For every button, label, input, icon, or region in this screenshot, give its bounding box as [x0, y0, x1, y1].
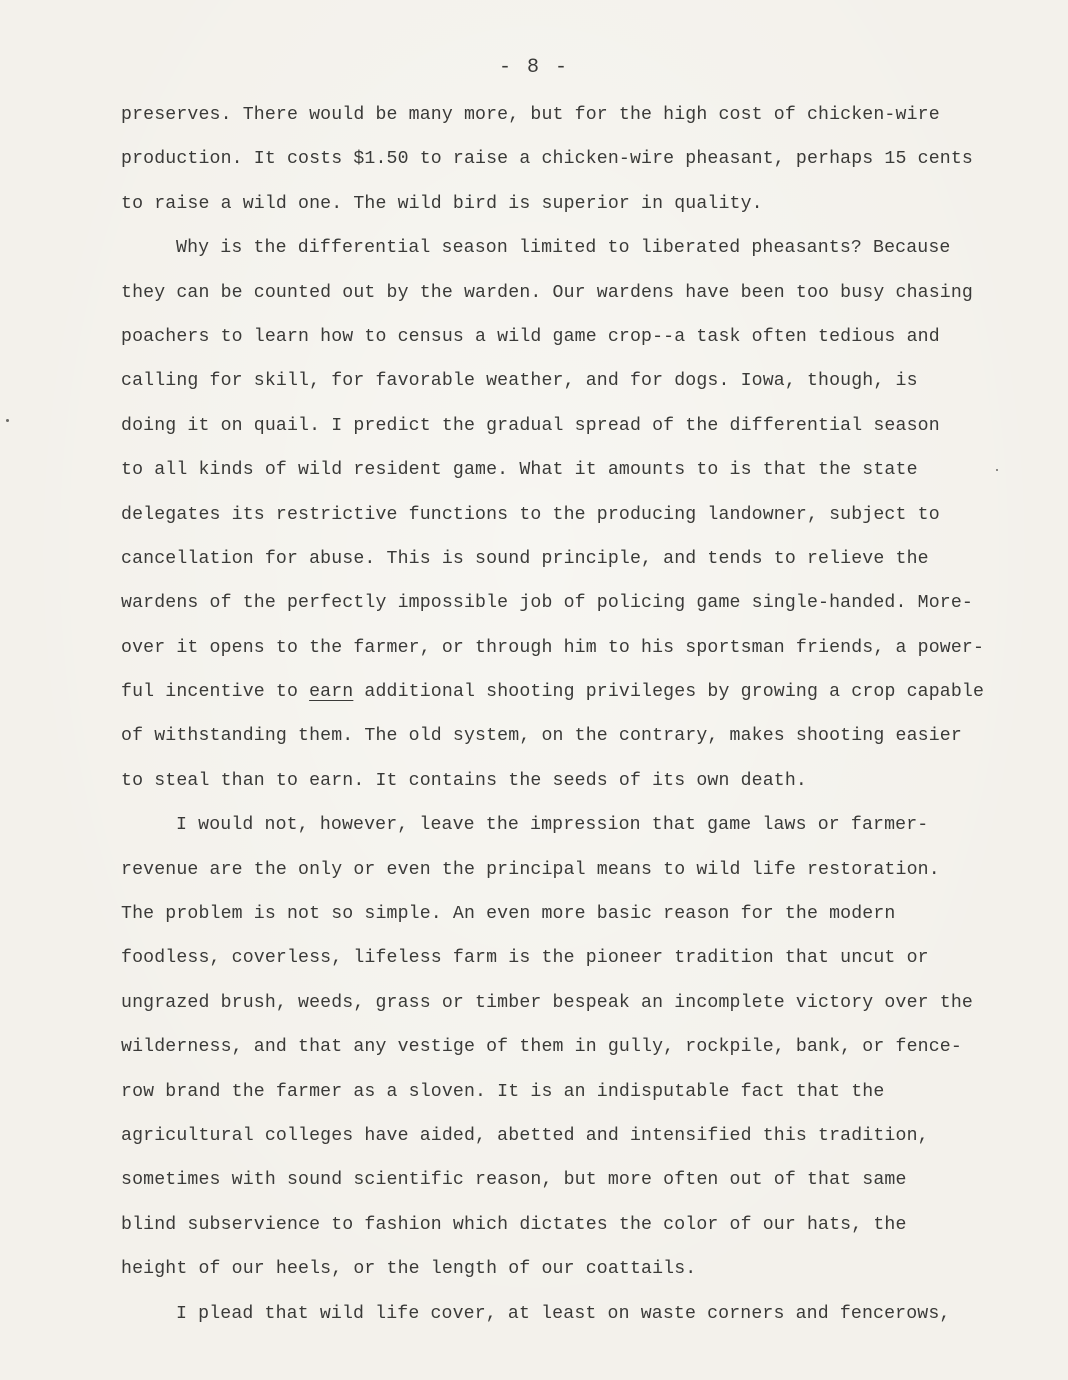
- text-line: Why is the differential season limited to liberated pheasants? Because: [176, 238, 951, 259]
- text-line: to all kinds of wild resident game. What it amounts to is that the state: [121, 460, 918, 481]
- text-line: over it opens to the farmer, or through him to his sportsman friends, a power-: [121, 637, 985, 658]
- underlined-word: earn: [309, 682, 354, 703]
- text-line: ungrazed brush, weeds, grass or timber bespeak an incomplete victory over the: [121, 992, 973, 1013]
- text-line: wardens of the perfectly impossible job of policing game single-handed. More-: [121, 593, 973, 614]
- text-run: additional shooting privileges by growing a crop capable: [353, 682, 985, 703]
- text-line: I plead that wild life cover, at least on waste corners and fencerows,: [176, 1303, 951, 1324]
- paper-speck: [996, 469, 998, 471]
- text-line: The problem is not so simple. An even more basic reason for the modern: [121, 904, 896, 925]
- text-line: doing it on quail. I predict the gradual spread of the differential season: [121, 415, 940, 436]
- text-line: [121, 677, 1001, 721]
- body-text: [121, 100, 1001, 1343]
- paper-speck: [6, 419, 9, 422]
- text-line: poachers to learn how to census a wild game crop--a task often tedious and: [121, 326, 940, 347]
- text-line: to raise a wild one. The wild bird is superior in quality.: [121, 193, 763, 214]
- text-line: revenue are the only or even the principal means to wild life restoration.: [121, 859, 940, 880]
- text-line: preserves. There would be many more, but for the high cost of chicken-wire: [121, 105, 940, 125]
- text-line: blind subservience to fashion which dictates the color of our hats, the: [121, 1214, 907, 1235]
- text-run: ful incentive to: [121, 682, 310, 703]
- text-line: sometimes with sound scientific reason, but more often out of that same: [121, 1170, 907, 1191]
- text-line: of withstanding them. The old system, on the contrary, makes shooting easier: [121, 726, 962, 747]
- text-line: height of our heels, or the length of our coattails.: [121, 1259, 697, 1280]
- text-line: production. It costs $1.50 to raise a chicken-wire pheasant, perhaps 15 cents: [121, 149, 973, 170]
- text-line: wilderness, and that any vestige of them in gully, rockpile, bank, or fence-: [121, 1037, 962, 1058]
- text-line: agricultural colleges have aided, abetted and intensified this tradition,: [121, 1125, 929, 1146]
- text-line: to steal than to earn. It contains the seeds of its own death.: [121, 770, 807, 791]
- text-line: I would not, however, leave the impression that game laws or farmer-: [176, 815, 929, 836]
- text-line: foodless, coverless, lifeless farm is the pioneer tradition that uncut or: [121, 948, 929, 969]
- text-line: calling for skill, for favorable weather, and for dogs. Iowa, though, is: [121, 371, 918, 392]
- page-number: - 8 -: [498, 56, 569, 79]
- text-line: row brand the farmer as a sloven. It is an indisputable fact that the: [121, 1081, 885, 1102]
- text-line: cancellation for abuse. This is sound principle, and tends to relieve the: [121, 548, 929, 569]
- text-line: they can be counted out by the warden. Our wardens have been too busy chasing: [121, 282, 973, 303]
- text-line: delegates its restrictive functions to the producing landowner, subject to: [121, 504, 940, 525]
